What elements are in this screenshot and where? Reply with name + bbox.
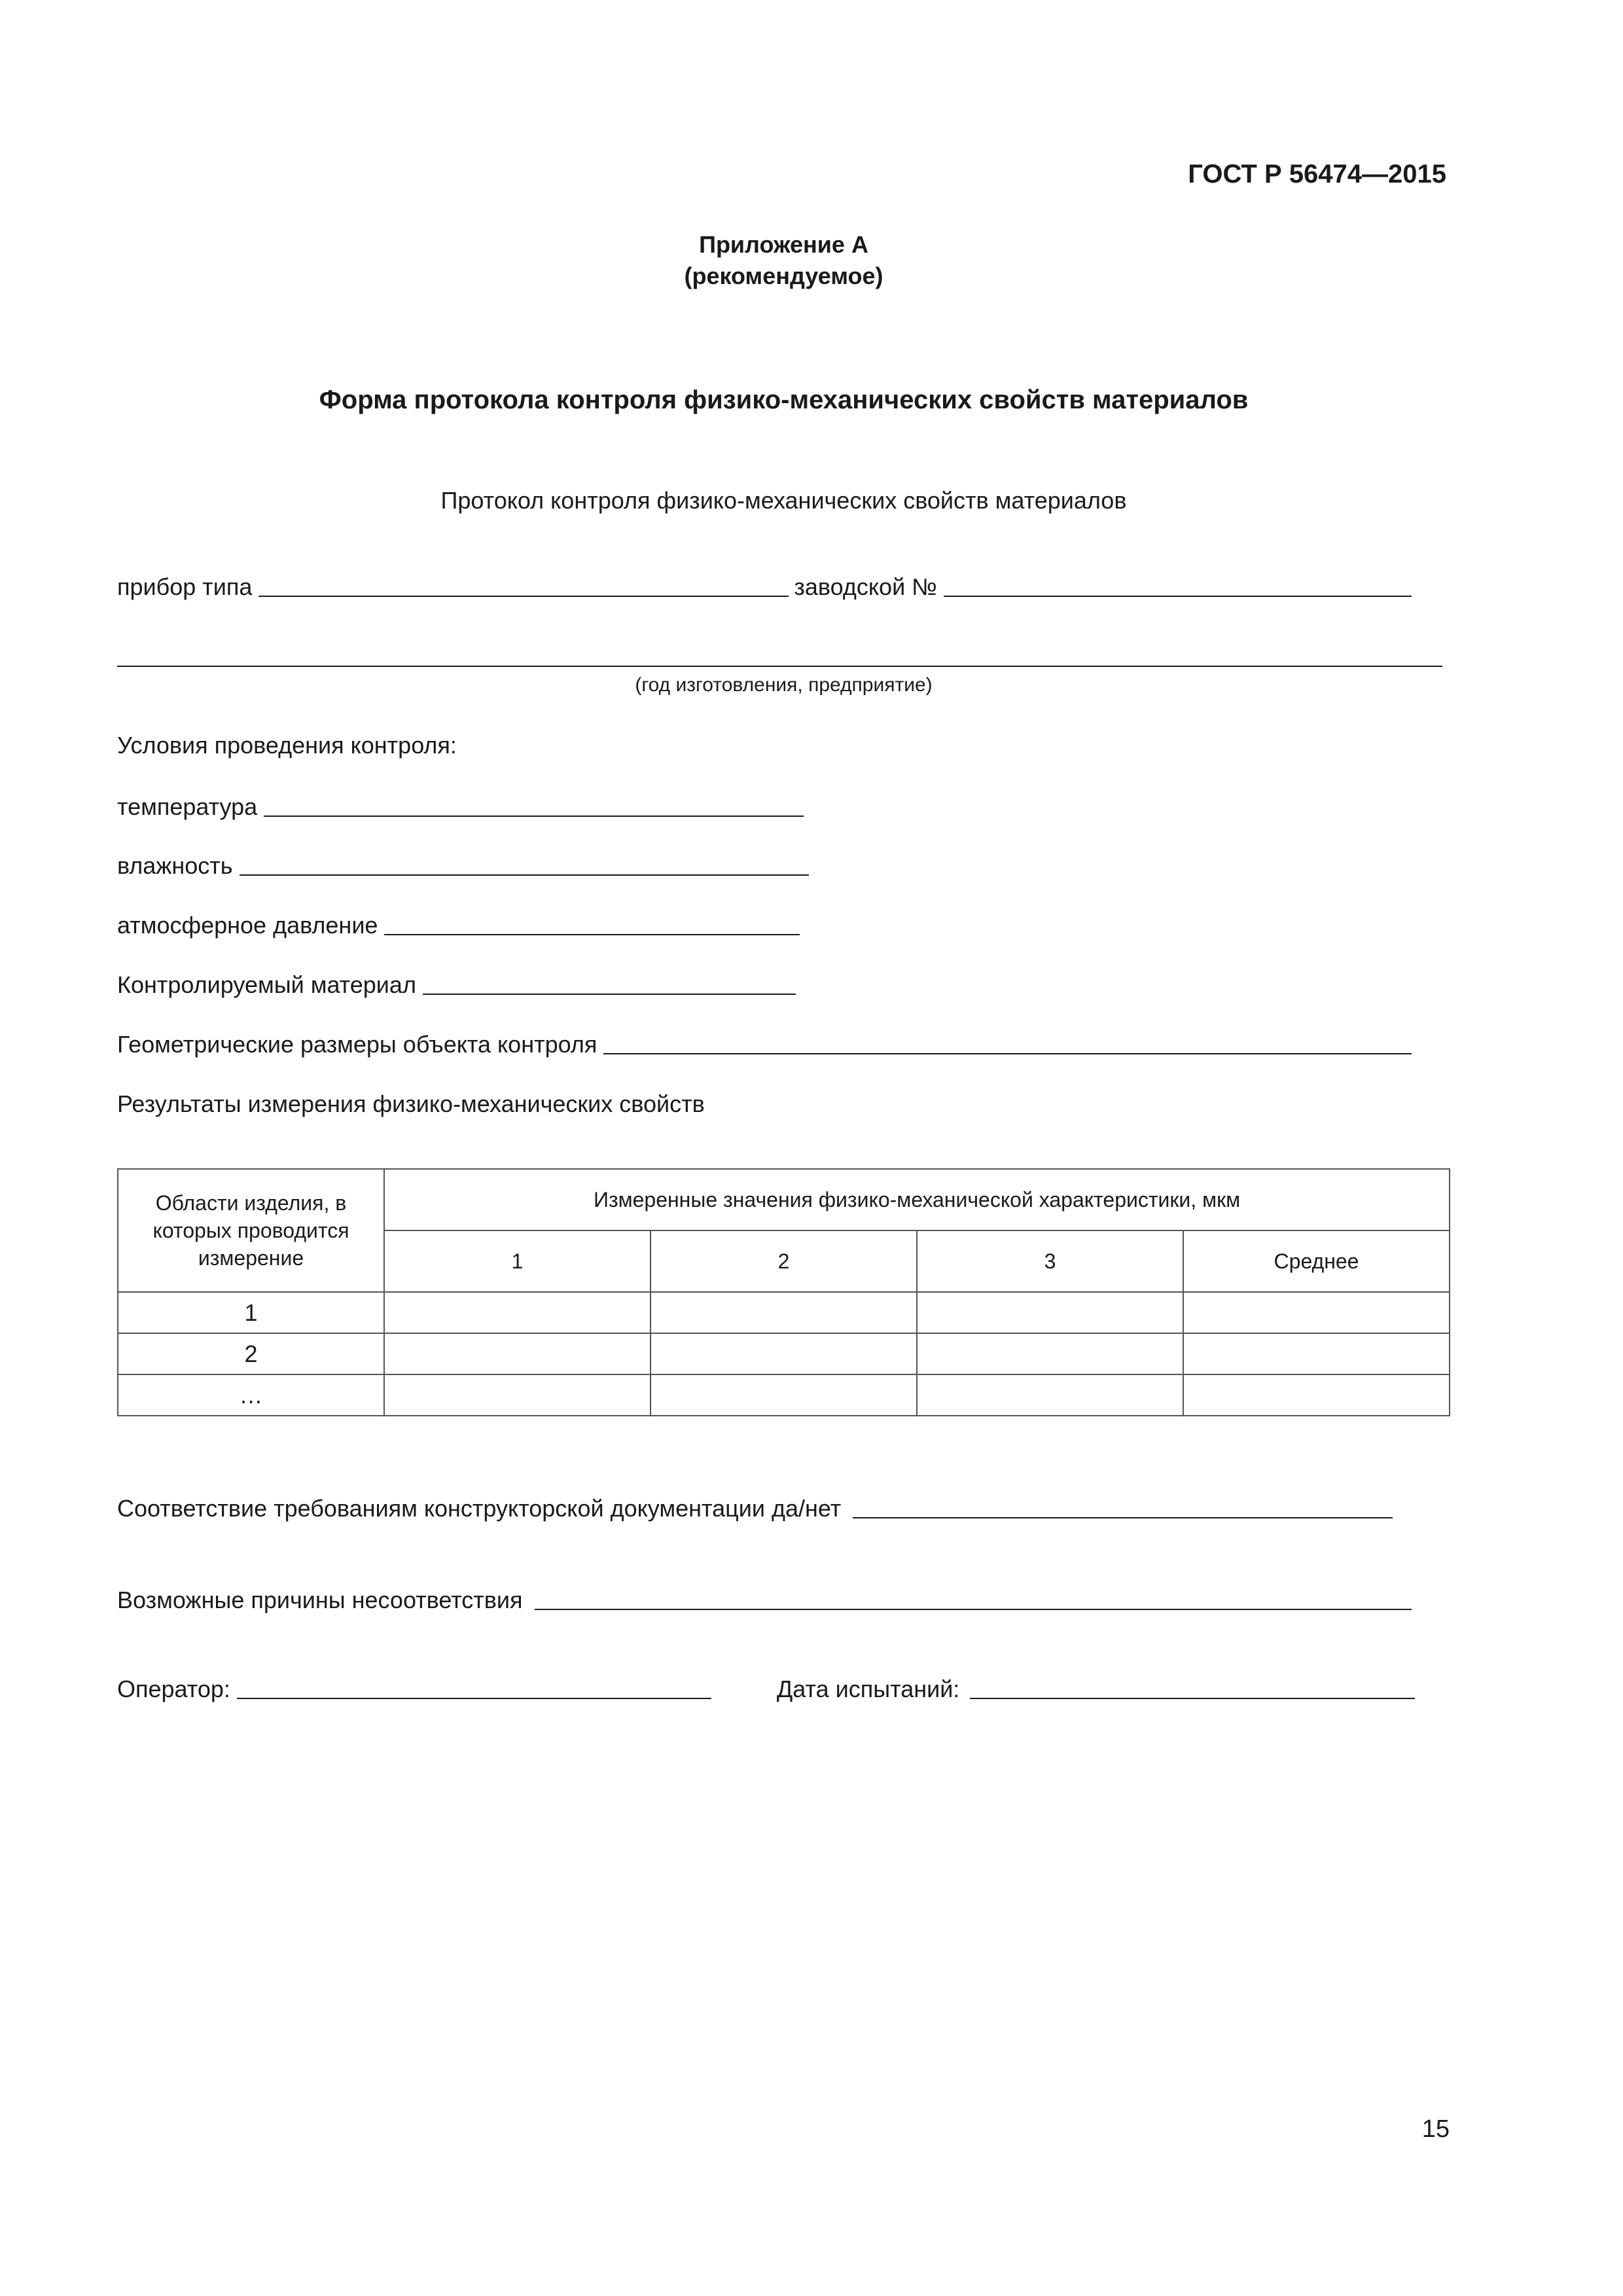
annex-note: (рекомендуемое) <box>684 262 883 289</box>
subheader-3: 3 <box>917 1230 1183 1292</box>
table-header-row <box>118 1169 1450 1230</box>
subheader-average: Среднее <box>1183 1230 1450 1292</box>
table-cell[interactable] <box>917 1292 1183 1333</box>
year-enterprise-blank[interactable] <box>117 666 1442 667</box>
table-cell[interactable] <box>384 1333 651 1374</box>
compliance-label: Соответствие требованиям конструкторской документации да/нет <box>117 1495 842 1522</box>
table-cell[interactable] <box>651 1374 917 1416</box>
serial-no-label: заводской № <box>794 573 937 600</box>
subheader-2: 2 <box>651 1230 917 1292</box>
dimensions-blank[interactable] <box>603 1052 1412 1054</box>
dimensions-label: Геометрические размеры объекта контроля <box>117 1031 597 1058</box>
area-header: Области изделия, в которых проводится измерение <box>118 1169 384 1292</box>
compliance-row <box>117 1491 1393 1522</box>
table-cell[interactable] <box>917 1374 1183 1416</box>
standard-number: ГОСТ Р 56474—2015 <box>1188 160 1446 188</box>
reasons-row <box>117 1583 1412 1614</box>
reasons-blank[interactable] <box>535 1607 1412 1610</box>
temperature-label: температура <box>117 793 258 820</box>
temperature-row <box>117 789 804 821</box>
table-cell[interactable] <box>384 1292 651 1333</box>
test-date-label: Дата испытаний: <box>776 1676 960 1702</box>
row-label: 1 <box>118 1292 384 1333</box>
table-row <box>118 1333 1450 1374</box>
page-number: 15 <box>1421 2115 1450 2143</box>
table-row <box>118 1374 1450 1416</box>
pressure-label: атмосферное давление <box>117 912 378 939</box>
pressure-row <box>117 908 800 939</box>
reasons-label: Возможные причины несоответствия <box>117 1587 523 1613</box>
device-row <box>117 569 1412 601</box>
pressure-blank[interactable] <box>384 933 800 935</box>
conditions-heading: Условия проведения контроля: <box>117 732 457 759</box>
protocol-title: Протокол контроля физико-механических свойств материалов <box>440 487 1127 514</box>
humidity-row <box>117 848 809 880</box>
table-cell[interactable] <box>651 1292 917 1333</box>
serial-no-blank[interactable] <box>944 594 1412 597</box>
table-cell[interactable] <box>917 1333 1183 1374</box>
humidity-label: влажность <box>117 852 233 879</box>
operator-row <box>117 1672 1415 1703</box>
device-type-label: прибор типа <box>117 573 253 600</box>
dimensions-row <box>117 1027 1412 1058</box>
operator-blank[interactable] <box>237 1696 711 1699</box>
material-label: Контролируемый материал <box>117 971 416 998</box>
table-cell[interactable] <box>384 1374 651 1416</box>
results-table <box>117 1168 1450 1416</box>
results-heading: Результаты измерения физико-механических свойств <box>117 1090 705 1117</box>
row-label: 2 <box>118 1333 384 1374</box>
table-cell[interactable] <box>1183 1292 1450 1333</box>
form-title: Форма протокола контроля физико-механических свойств материалов <box>319 386 1249 414</box>
test-date-blank[interactable] <box>970 1696 1415 1699</box>
compliance-blank[interactable] <box>853 1516 1393 1518</box>
table-cell[interactable] <box>651 1333 917 1374</box>
annex-title: Приложение А <box>699 231 868 258</box>
subheader-1: 1 <box>384 1230 651 1292</box>
temperature-blank[interactable] <box>264 814 804 817</box>
table-row <box>118 1292 1450 1333</box>
values-header: Измеренные значения физико-механической характеристики, мкм <box>384 1169 1450 1230</box>
humidity-blank[interactable] <box>240 873 809 876</box>
device-type-blank[interactable] <box>259 594 789 597</box>
operator-label: Оператор: <box>117 1676 230 1702</box>
table-cell[interactable] <box>1183 1374 1450 1416</box>
year-enterprise-caption: (год изготовления, предприятие) <box>635 674 933 696</box>
material-blank[interactable] <box>423 992 796 995</box>
row-label: … <box>118 1374 384 1416</box>
material-row <box>117 967 796 999</box>
table-cell[interactable] <box>1183 1333 1450 1374</box>
